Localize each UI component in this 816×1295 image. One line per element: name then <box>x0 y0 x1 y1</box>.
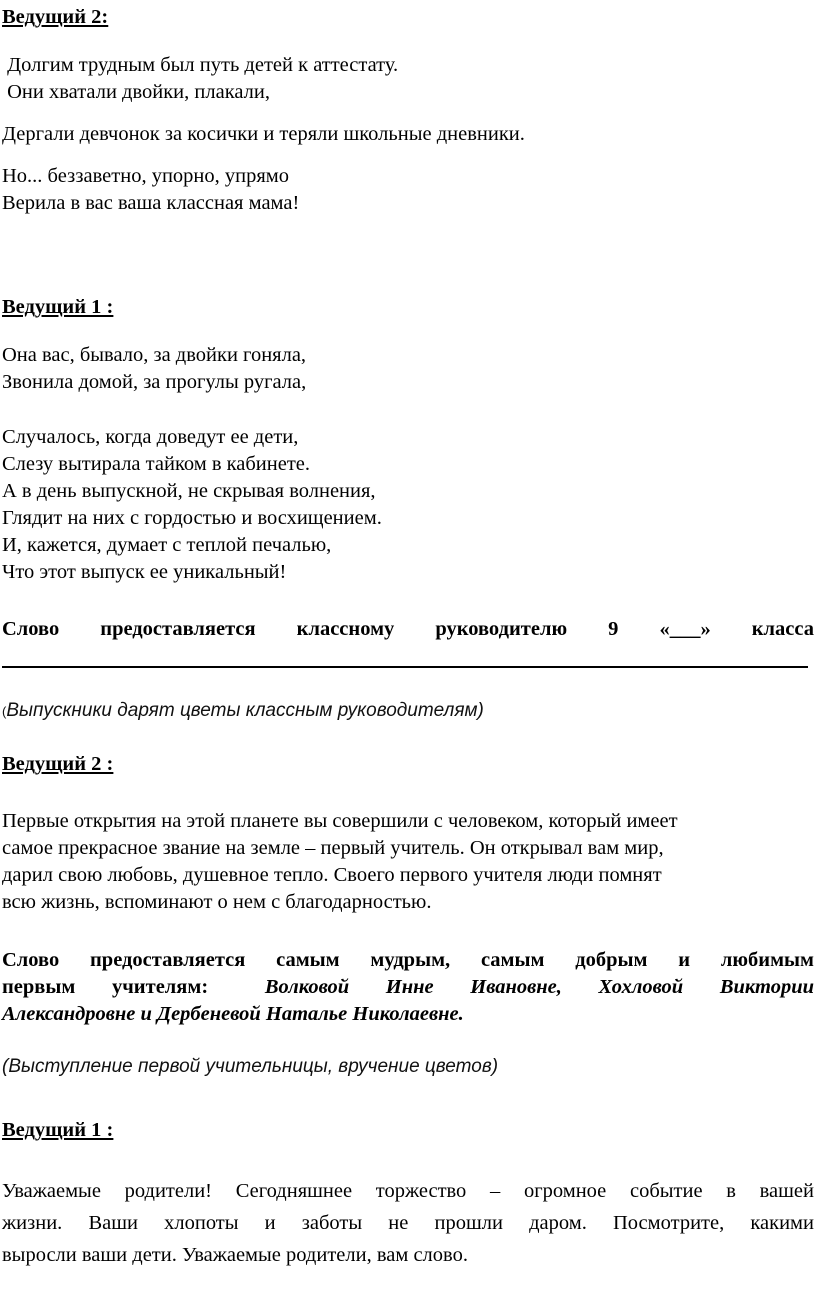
poem-line: А в день выпускной, не скрывая волнения, <box>2 480 376 502</box>
stage-direction <box>2 697 814 725</box>
paragraph-line: самое прекрасное звание на земле – первый учитель. Он открывал вам мир, <box>2 837 664 859</box>
announcement-line: Слово предоставляется самым мудрым, самым добрым и любимым <box>2 949 814 971</box>
poem-stanza <box>2 163 814 217</box>
paragraph <box>2 1175 814 1271</box>
stage-direction <box>2 1053 814 1080</box>
speaker-heading <box>2 751 814 778</box>
announcement <box>2 947 814 1028</box>
poem-line: Они хватали двойки, плакали, <box>2 81 270 103</box>
poem-line: Но... беззаветно, упорно, упрямо <box>2 165 290 187</box>
speaker-heading <box>2 1117 814 1144</box>
speaker-heading <box>2 294 814 321</box>
poem-line: Звонила домой, за прогулы ругала, <box>2 371 307 393</box>
poem-line: Случалось, когда доведут ее дети, <box>2 426 299 448</box>
poem-stanza <box>2 424 814 586</box>
poem-line: Дергали девчонок за косички и теряли школьные дневники. <box>2 123 525 145</box>
poem-line: Верила в вас ваша классная мама! <box>2 192 300 214</box>
paragraph <box>2 808 814 916</box>
poem-line: Долгим трудным был путь детей к аттестату. <box>2 54 399 76</box>
paragraph-line: Первые открытия на этой планете вы совершили с человеком, который имеет <box>2 810 678 832</box>
stage-direction-open-paren: ( <box>2 704 7 719</box>
speaker-label: Ведущий 2 : <box>2 753 114 775</box>
divider-line <box>2 666 808 668</box>
paragraph-line: всю жизнь, вспоминают о нем с благодарностью. <box>2 891 432 913</box>
paragraph-line: Уважаемые родители! Сегодняшнее торжество – огромное событие в вашей <box>2 1180 814 1202</box>
stage-direction-body: Выпускники дарят цветы классным руководителям) <box>6 700 484 721</box>
poem-line: Глядит на них с гордостью и восхищением. <box>2 507 382 529</box>
announcement-lead: первым учителям: <box>2 976 209 998</box>
speaker-heading <box>2 4 814 31</box>
speaker-label: Ведущий 1 : <box>2 296 114 318</box>
stage-direction-text: (Выступление первой учительницы, вручение цветов) <box>2 1056 499 1077</box>
teacher-names: Александровне и Дербеневой Наталье Николаевне. <box>2 1003 464 1025</box>
poem-line: И, кажется, думает с теплой печалью, <box>2 534 332 556</box>
speaker-label: Ведущий 1 : <box>2 1119 114 1141</box>
poem-line: Она вас, бывало, за двойки гоняла, <box>2 344 307 366</box>
paragraph-line: жизни. Ваши хлопоты и заботы не прошли даром. Посмотрите, какими <box>2 1212 814 1234</box>
poem-stanza <box>2 121 814 148</box>
poem-stanza <box>2 342 814 396</box>
teacher-names: Волковой Инне Ивановне, Хохловой Виктории <box>264 976 814 998</box>
paragraph-line: выросли ваши дети. Уважаемые родители, вам слово. <box>2 1244 468 1266</box>
speaker-label: Ведущий 2: <box>2 6 109 28</box>
paragraph-line: дарил свою любовь, душевное тепло. Своего первого учителя люди помнят <box>2 864 662 886</box>
announcement-text: Слово предоставляется классному руководителю 9 «___» класса <box>2 618 814 640</box>
announcement <box>2 616 814 643</box>
poem-line: Слезу вытирала тайком в кабинете. <box>2 453 311 475</box>
announcement-line <box>2 974 814 1001</box>
stage-direction-text <box>2 697 814 725</box>
poem-stanza <box>2 52 814 106</box>
poem-line: Что этот выпуск ее уникальный! <box>2 561 287 583</box>
